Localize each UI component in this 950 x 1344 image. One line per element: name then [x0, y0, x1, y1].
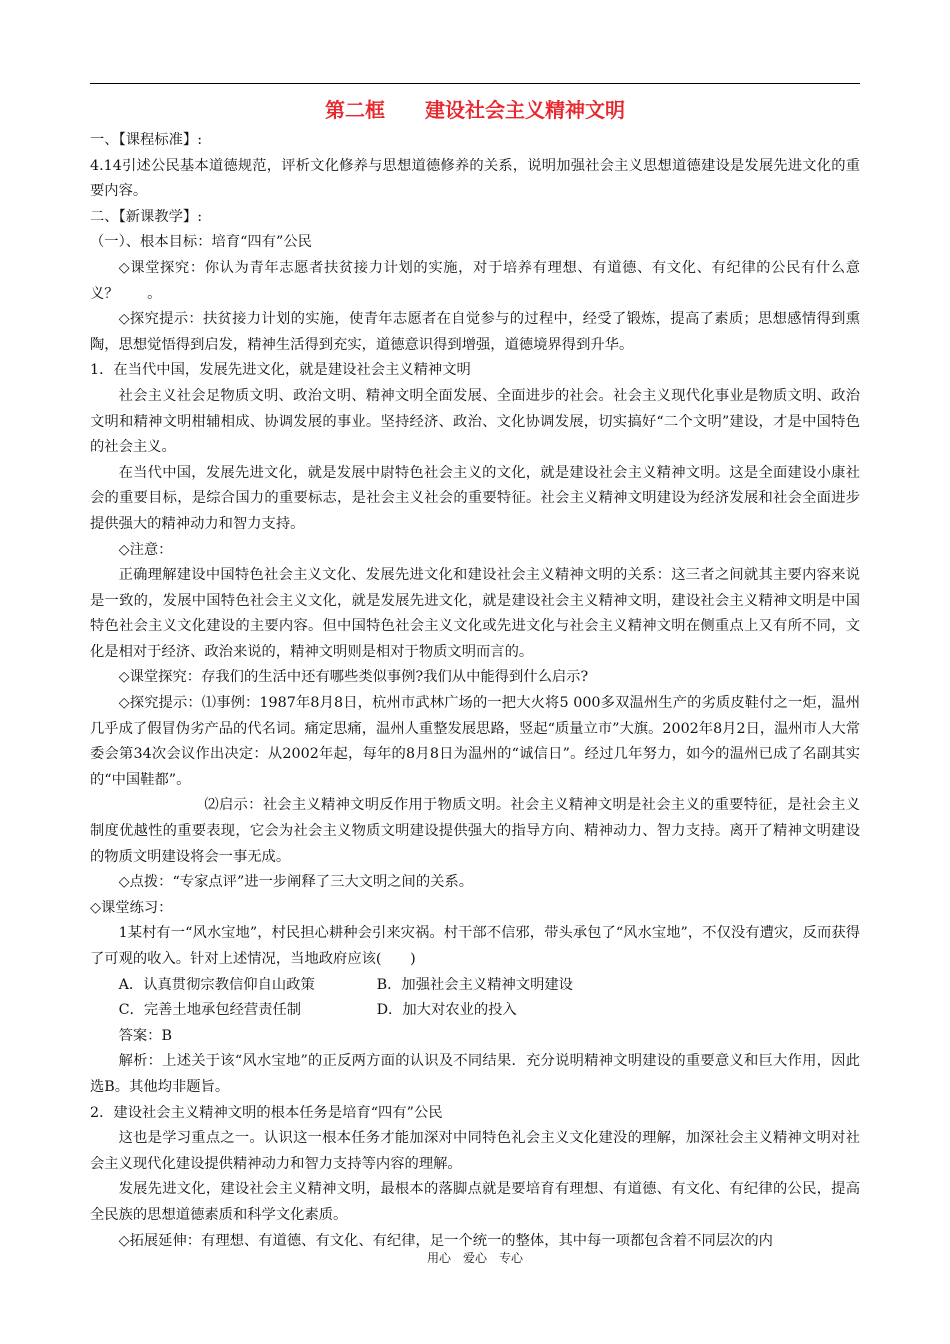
page-title: 第二框 建设社会主义精神文明: [325, 98, 625, 122]
subsection-heading: （一）、根本目标：培育“四有”公民: [90, 234, 312, 251]
option-row: [90, 973, 860, 999]
option-b: B．加强社会主义精神文明建设: [376, 976, 573, 993]
point-heading: 1．在当代中国，发展先进文化，就是建设社会主义精神文明: [90, 362, 471, 379]
paragraph: ◇课堂探究：你认为青年志愿者扶贫接力计划的实施，对于培养有理想、有道德、有文化、有纪律的公民有什么意义？ 。: [90, 259, 860, 302]
paragraph: 4.14引述公民基本道德规范，评析文化修养与思想道德修养的关系，说明加强社会主义思想道德建设是发展先进文化的重要内容。: [90, 157, 860, 200]
paragraph: ◇探究提示：⑴事例：1987年8月8日，杭州市武林广场的一把大火将5 000多双温州生产的劣质皮鞋付之一炬，温州几乎成了假冒伪劣产品的代名词。痛定思痛，温州人重整发展思路，竖起“质量立市”大旗。2002年8月2日，温州市人大常委会第34次会议作出决定：从2002年起，每年的8月8日为温州的“诚信日”。经过几年努力，如今的温州已成了名副其实的“中国鞋都”。: [90, 695, 860, 788]
option-a: A．认真贯彻宗教信仰自山政策: [118, 976, 315, 993]
option-c: C．完善土地承包经营责任制: [118, 1002, 302, 1019]
paragraph: 在当代中国，发展先进文化，就是发展中尉特色社会主义的文化，就是建设社会主义精神文明。这是全面建设小康社会的重要目标，是综合国力的重要标志，是社会主义社会的重要特征。社会主义精神文明建设为经济发展和社会全面进步提供强大的精神动力和智力支持。: [90, 464, 860, 532]
paragraph: ⑵启示：社会主义精神文明反作用于物质文明。社会主义精神文明是社会主义的重要特征，是社会主义制度优越性的重要表现，它会为社会主义物质文明建设提供强大的指导方向、精神动力、智力支持。离开了精神文明建设的物质文明建设将会一事无成。: [90, 797, 860, 865]
paragraph: ◇课堂探究：存我们的生活中还有哪些类似事例?我们从中能得到什么启示?: [118, 669, 589, 686]
option-d: D．加大对农业的投入: [376, 1002, 517, 1019]
paragraph: ◇点拨：“专家点评”进一步阐释了三大文明之间的关系。: [118, 874, 474, 891]
paragraph: 发展先进文化，建设社会主义精神文明，最根本的落脚点就是要培育有理想、有道德、有文化、有纪律的公民，提高全民族的思想道德素质和科学文化素质。: [90, 1181, 860, 1223]
option-row: [90, 998, 860, 1024]
section-heading: 二、【新课教学】:: [90, 208, 203, 225]
answer: 答案：B: [118, 1027, 172, 1044]
header-rule: [90, 83, 860, 84]
paragraph: 这也是学习重点之一。认识这一根本任务才能加深对中同特色礼会主义文化建没的理解，加深社会主义精神文明对社会主义现代化建设提供精神动力和智力支持等内容的理解。: [90, 1130, 860, 1172]
paragraph: 正确理解建设中国特色社会主义文化、发展先进文化和建设社会主义精神文明的关系：这三者之间就其主要内容来说是一致的，发展中国特色社会主义文化，就是发展先进文化，就是建设社会主义精神文明，建设社会主义精神文明是中国特色社会主义文化建设的主要内容。但中国特色社会主义文化或先进文化与社会主义精神文明在侧重点上又有所不同，文化是相对于经济、政治来说的，精神文明则是相对于物质文明而言的。: [90, 567, 860, 660]
analysis: 解析：上述关于该“风水宝地”的正反两方面的认识及不同结果．充分说明精神文明建设的重要意义和巨大作用，因此选B。其他均非题旨。: [90, 1053, 860, 1095]
question: 1某村有一“风水宝地”，村民担心耕种会引来灾祸。村干部不信邪，带头承包了“风水宝地”，不仅没有遭灾，反而获得了可观的收入。针对上述情况，当地政府应该( ): [90, 925, 860, 967]
point-heading: 2．建设社会主义精神文明的根本任务是培育“四有”公民: [90, 1104, 443, 1121]
paragraph: 社会主义社会足物质文明、政治文明、精神文明全面发展、全面进步的社会。社会主义现代化事业是物质文明、政治文明和精神文明柑辅相成、协调发展的事业。坚持经济、政治、文化协调发展，切实搞好“二个文明”建设，才是中国特色的社会主义。: [90, 387, 860, 456]
exercise-heading: ◇课堂练习：: [90, 899, 173, 916]
note-label: ◇注意：: [118, 541, 173, 558]
section-heading: 一、【课程标准】:: [90, 132, 203, 148]
document-body: [90, 128, 860, 1254]
paragraph: ◇拓展延伸：有理想、有道德、有文化、有纪律，足一个统一的整体，其中每一项都包含着不同层次的内: [118, 1232, 773, 1249]
page-footer: 用心 爱心 专心: [426, 1251, 523, 1265]
paragraph: ◇探究提示：扶贫接力计划的实施，使青年志愿者在自觉参与的过程中，经受了锻炼，提高了素质；思想感情得到熏陶，思想觉悟得到启发，精神生活得到充实，道德意识得到增强，道德境界得到升华。: [90, 311, 860, 353]
